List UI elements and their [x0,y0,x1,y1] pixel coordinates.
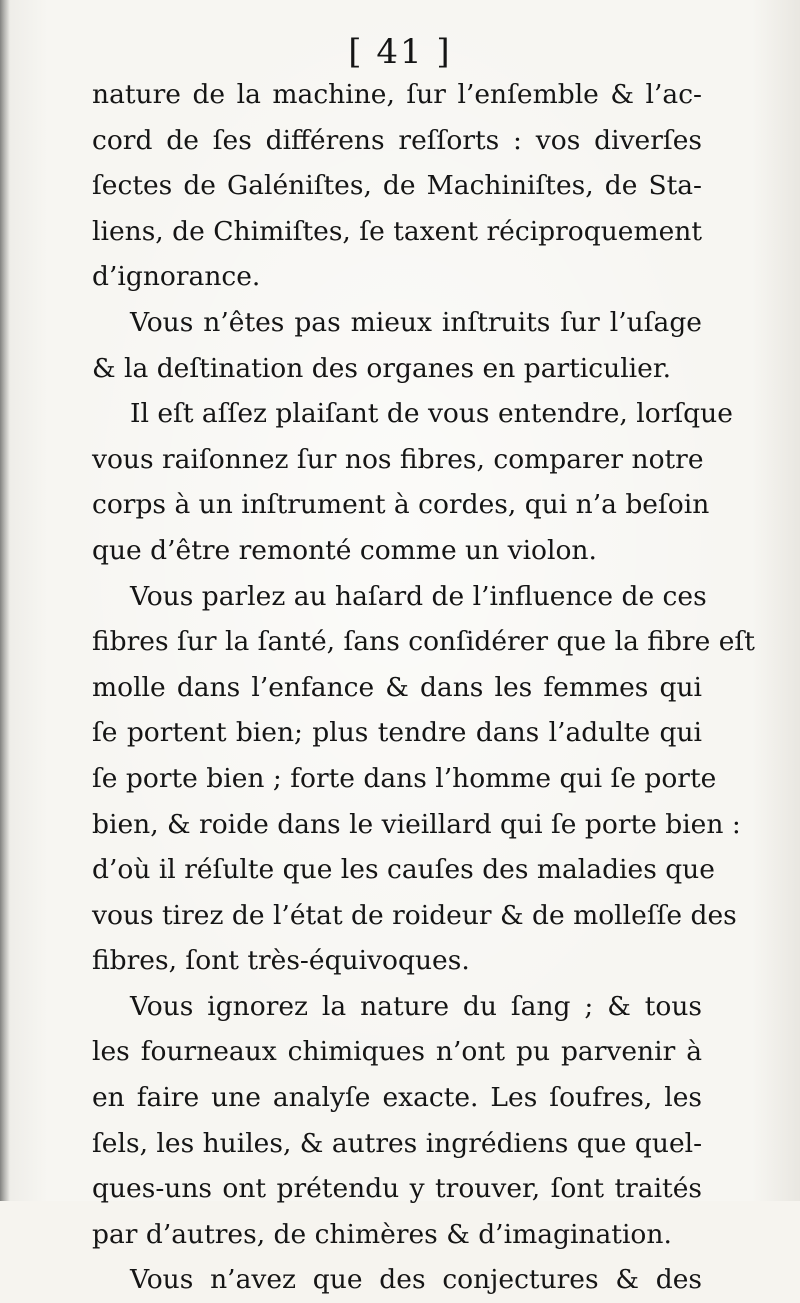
text-line: vous raiſonnez ſur nos fibres, comparer notre [92,443,704,475]
text-line: ques-uns ont prétendu y trouver, ſont traités [92,1173,702,1205]
text-line: les fourneaux chimiques n’ont pu parvenir à [92,1036,702,1068]
text-line: ſe portent bien; plus tendre dans l’adulte qui [92,717,702,749]
text-line: bien, & roide dans le vieillard qui ſe porte bien : [92,808,741,840]
text-line: molle dans l’enfance & dans les femmes qui [92,671,702,703]
text-line: fibres ſur la ſanté, ſans conſidérer que la fibre eſt [92,626,755,658]
text-line: Vous ignorez la nature du ſang ; & tous [130,990,702,1022]
text-line: d’ignorance. [92,261,261,293]
text-line: ſe porte bien ; forte dans l’homme qui ſe porte [92,762,717,794]
text-line: d’où il réſulte que les cauſes des maladies que [92,854,715,886]
text-line: fibres, ſont très-équivoques. [92,945,470,977]
text-line: Vous n’avez que des conjectures & des [130,1264,702,1296]
body-text [92,72,755,1303]
page-number: [ 41 ] [348,32,452,72]
page-edge-shadow [0,0,10,1201]
text-line: corps à un inſtrument à cordes, qui n’a beſoin [92,489,710,521]
text-line: & la deſtination des organes en particulier. [92,352,672,384]
text-line: ſels, les huiles, & autres ingrédiens que quel- [92,1127,703,1159]
text-line: liens, de Chimiſtes, ſe taxent réciproquement [92,215,702,247]
text-line: ſectes de Galéniſtes, de Machiniſtes, de Sta- [92,170,702,202]
text-line: Il eſt aſſez plaiſant de vous entendre, lorſque [130,398,733,430]
text-line: Vous parlez au haſard de l’influence de ces [130,580,707,612]
text-line: Vous n’êtes pas mieux inſtruits ſur l’uſage [130,306,702,338]
text-line: nature de la machine, ſur l’enſemble & l’ac- [92,79,702,110]
text-line: que d’être remonté comme un violon. [92,534,597,566]
text-line: cord de ſes différens reſſorts : vos diverſes [92,124,702,156]
text-line: par d’autres, de chimères & d’imagination. [92,1218,672,1250]
text-line: vous tirez de l’état de roideur & de molleſſe des [92,899,737,931]
text-line: en faire une analyſe exacte. Les ſoufres, les [92,1082,702,1114]
